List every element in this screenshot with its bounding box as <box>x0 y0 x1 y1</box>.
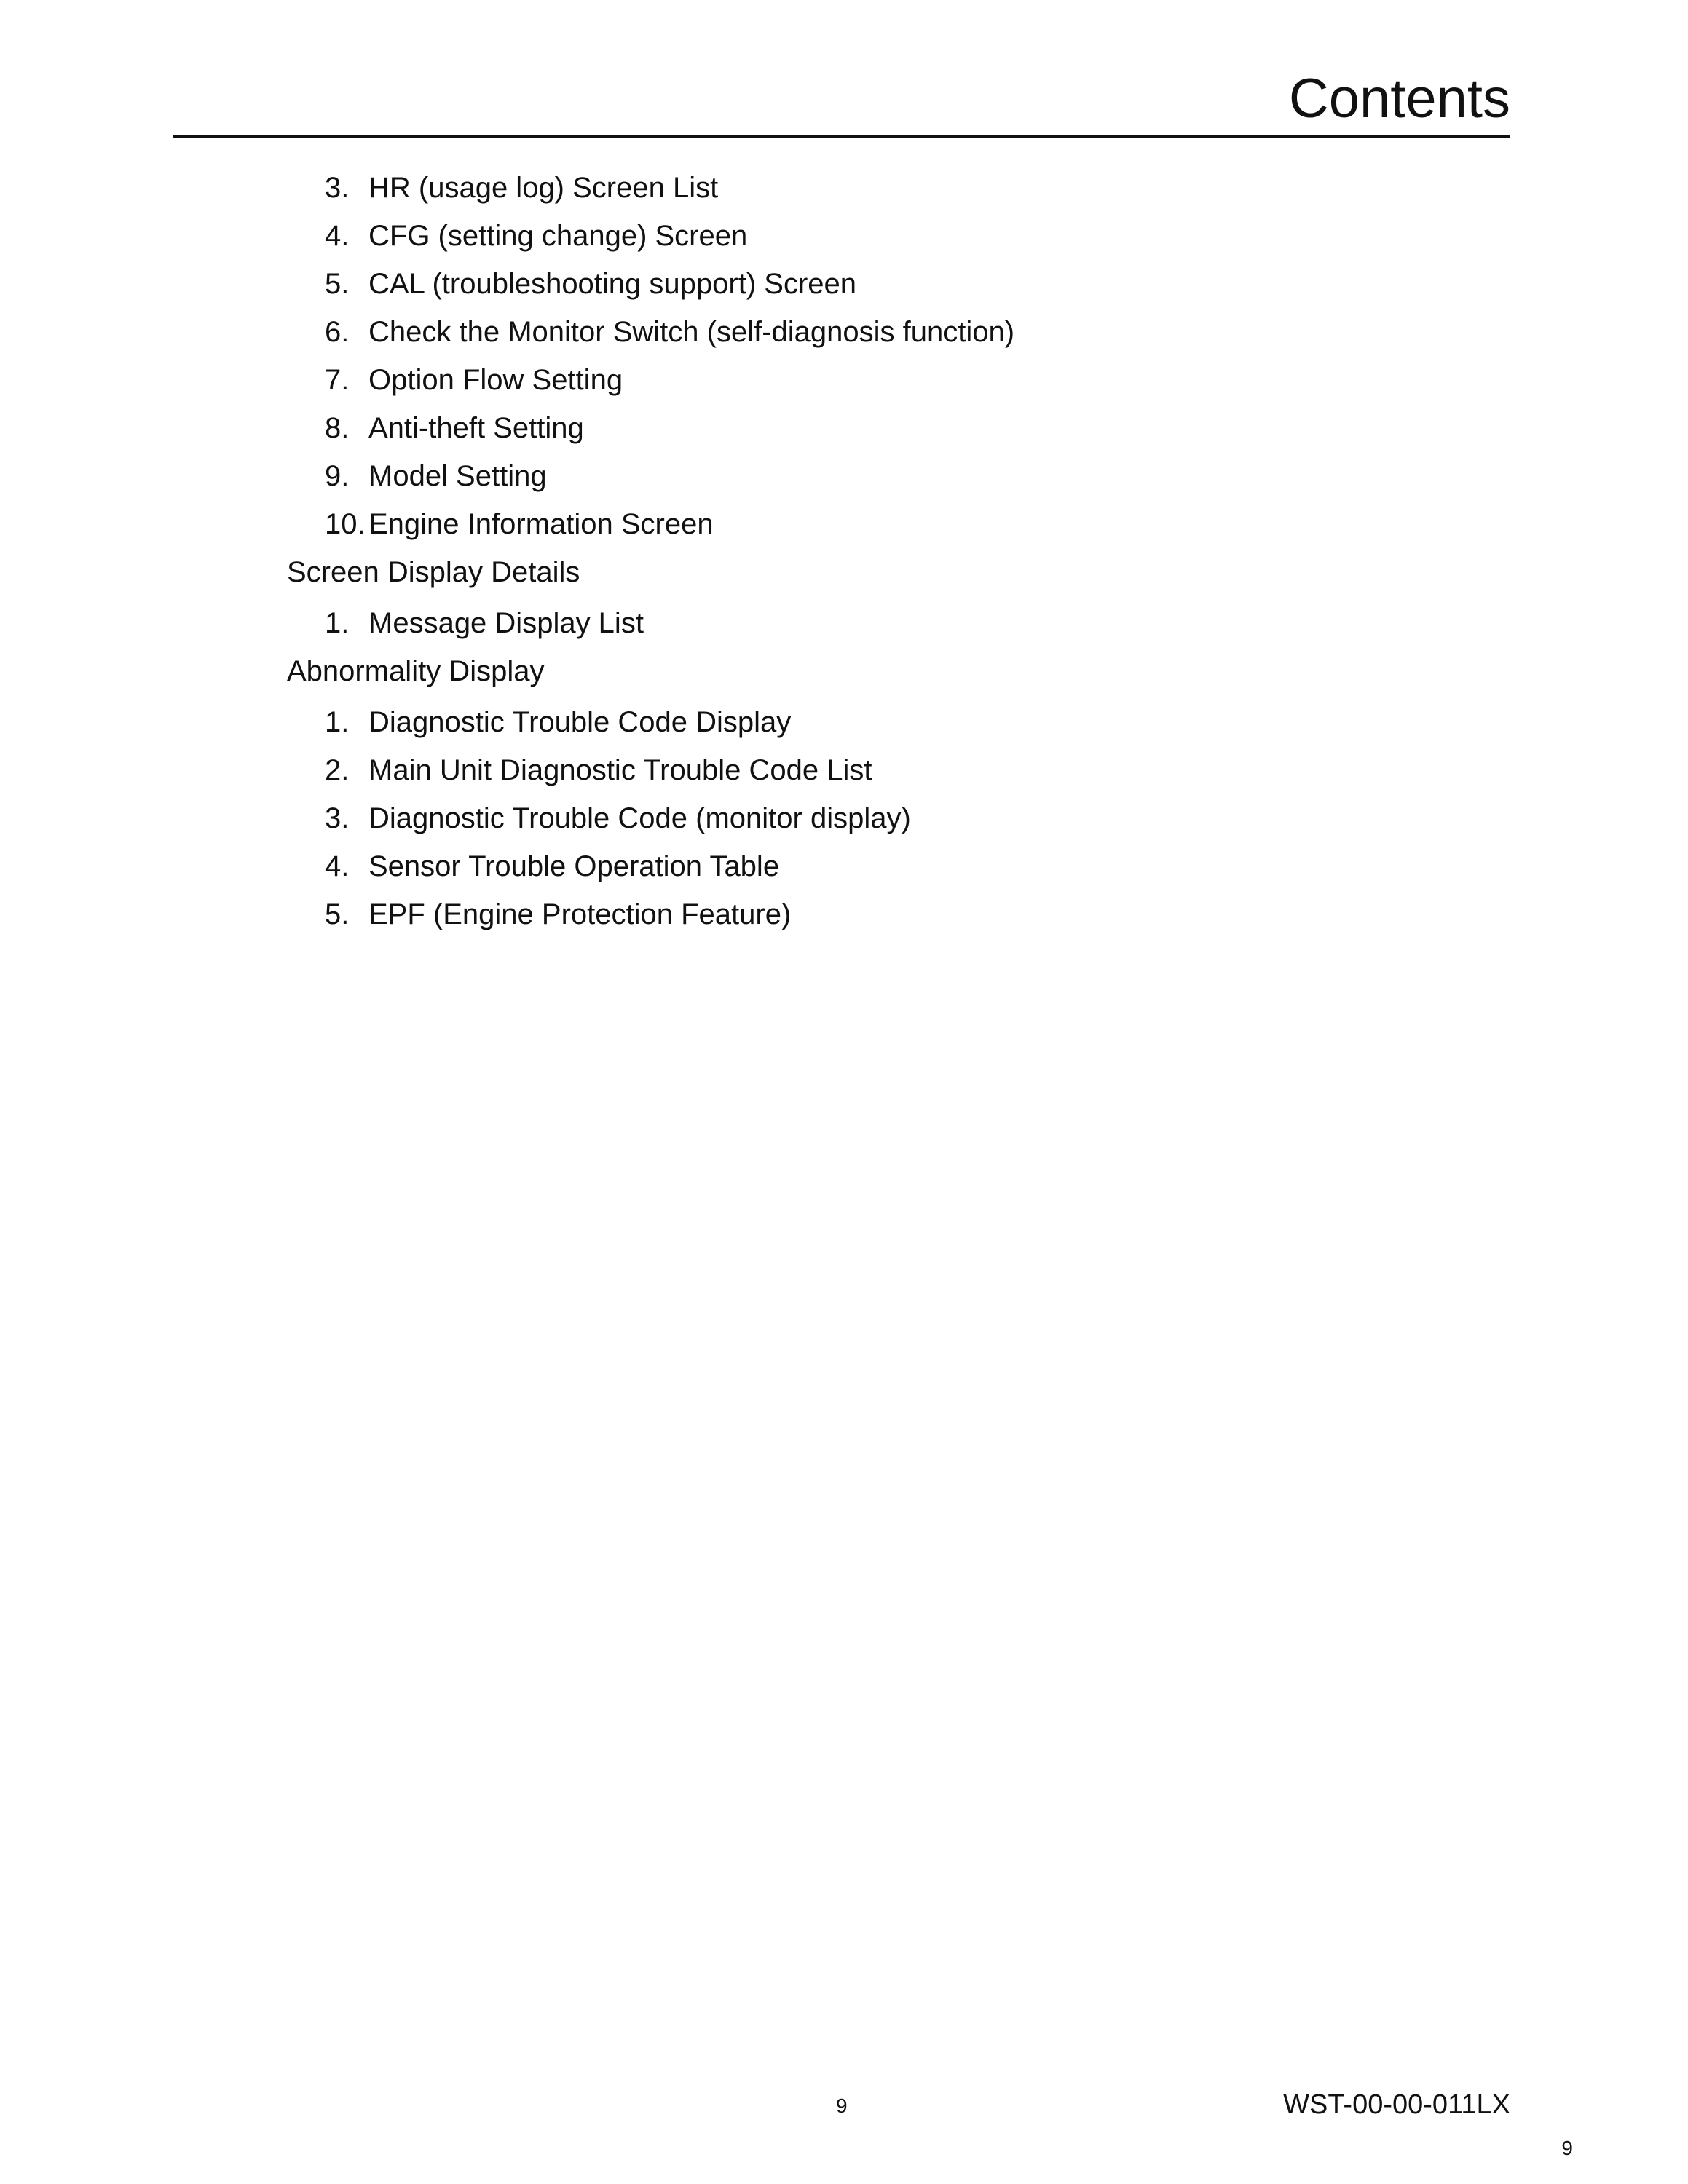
toc-entry-title: Message Display List <box>368 607 644 639</box>
toc-entry-title: Diagnostic Trouble Code Display <box>368 706 792 738</box>
toc-entry-number: 6. <box>325 316 350 348</box>
toc-entry-number: 7. <box>325 364 350 396</box>
toc-section-heading[interactable]: Screen Display Details <box>287 556 580 588</box>
corner-page-number: 9 <box>1561 2137 1573 2159</box>
title-divider <box>173 135 1510 138</box>
toc-entry-number: 3. <box>325 802 350 834</box>
toc-entry-title: CAL (troubleshooting support) Screen <box>368 268 856 300</box>
footer-document-code: WST-00-00-011LX <box>1283 2089 1510 2120</box>
toc-entry-title: Main Unit Diagnostic Trouble Code List <box>368 754 872 786</box>
toc-entry-number: 1. <box>325 607 350 639</box>
toc-entry-title: Anti-theft Setting <box>368 412 584 444</box>
toc-entry-number: 4. <box>325 850 350 882</box>
toc-entry-title: EPF (Engine Protection Feature) <box>368 898 792 930</box>
toc-section-heading[interactable]: Abnormality Display <box>287 655 545 687</box>
toc-entry-number: 3. <box>325 172 350 204</box>
toc-entry-title: Diagnostic Trouble Code (monitor display) <box>368 802 911 834</box>
toc-entry-title: Option Flow Setting <box>368 364 623 396</box>
footer-page-number: 9 <box>836 2094 848 2117</box>
toc-entry-title: Engine Information Screen <box>368 508 714 540</box>
toc-entry-number: 5. <box>325 268 350 300</box>
toc-entry-number: 10. <box>325 508 366 540</box>
toc-entry-number: 9. <box>325 460 350 492</box>
toc-entry-title: Check the Monitor Switch (self-diagnosis function) <box>368 316 1015 348</box>
toc-entry-title: HR (usage log) Screen List <box>368 172 719 204</box>
toc-entry-title: CFG (setting change) Screen <box>368 220 748 252</box>
toc-entry-number: 1. <box>325 706 350 738</box>
toc-entry-title: Model Setting <box>368 460 547 492</box>
toc-entry-number: 5. <box>325 898 350 930</box>
toc-entry-number: 8. <box>325 412 350 444</box>
page-title: Contents <box>1288 68 1510 130</box>
toc-entry-number: 2. <box>325 754 350 786</box>
toc-entry-title: Sensor Trouble Operation Table <box>368 850 780 882</box>
toc-entry-number: 4. <box>325 220 350 252</box>
